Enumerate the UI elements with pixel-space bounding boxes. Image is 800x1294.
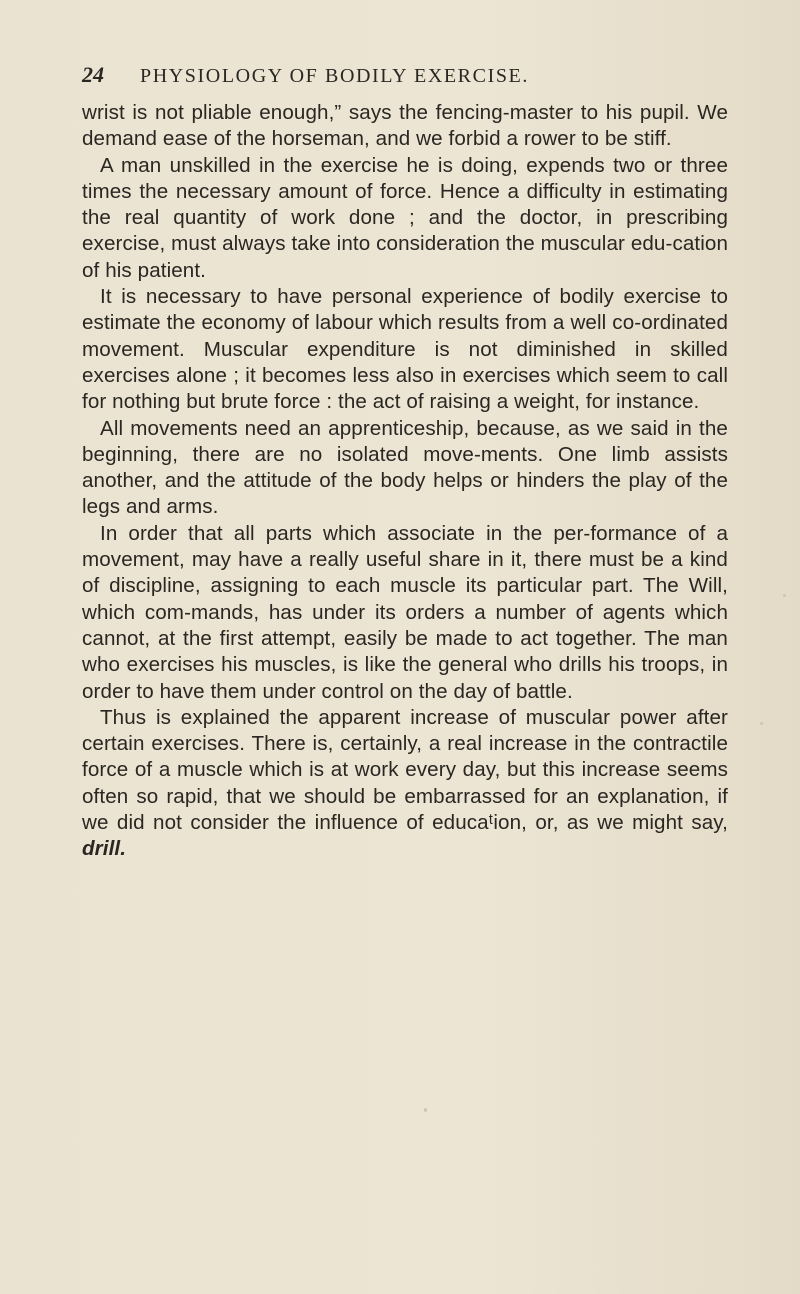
paragraph-4: All movements need an apprenticeship, because, as we said in the beginning, there are no isolated move-ments. One limb assists another, and the attitude of the body helps or hinders the play of the legs and arms. [82,416,728,519]
running-head [82,62,728,92]
paper-speck [783,594,786,597]
paragraph-1: wrist is not pliable enough,” says the fencing-master to his pupil. We demand ease of the horseman, and we forbid a rower to be stiff. [82,101,728,151]
page-number: 24 [82,62,104,87]
paragraph-3: It is necessary to have personal experience of bodily exercise to estimate the economy of labour which results from a well co-ordinated movement. Muscular expenditure is not diminished in skilled exercises alone ; it becomes less also in exercises which seem to call for nothing but brute force : the act of raising a weight, for instance. [82,285,728,414]
paragraph-2: A man unskilled in the exercise he is doing, expends two or three times the necessary amount of force. Hence a difficulty in estimating the real quantity of work done ; and the doctor, in prescribing exercise, must always take into consideration the muscular edu-cation of his patient. [82,153,728,282]
paragraph-6-text: Thus is explained the apparent increase of muscular power after certain exercises. There is, certainly, a real increase in the contractile force of a muscle which is at work every day, but this increase seems often so rapid, that we should be embarrassed for an explanation, if we did not consider the influence of educaᵗion, or, as we might say, [82,705,728,835]
paper-speck [760,722,763,725]
paper-speck [424,1108,427,1112]
emphasis-drill: drill. [82,837,127,861]
running-title: PHYSIOLOGY OF BODILY EXERCISE. [140,65,529,87]
paragraph-6 [82,705,728,863]
paragraph-5: In order that all parts which associate in the per-formance of a movement, may have a really useful share in it, there must be a kind of discipline, assigning to each muscle its particular part. The Will, which com-mands, has under its orders a number of agents which cannot, at the first attempt, easily be made to act together. The man who exercises his muscles, is like the general who drills his troops, in order to have them under control on the day of battle. [82,521,728,703]
body-text [82,100,728,863]
book-page [82,62,728,863]
